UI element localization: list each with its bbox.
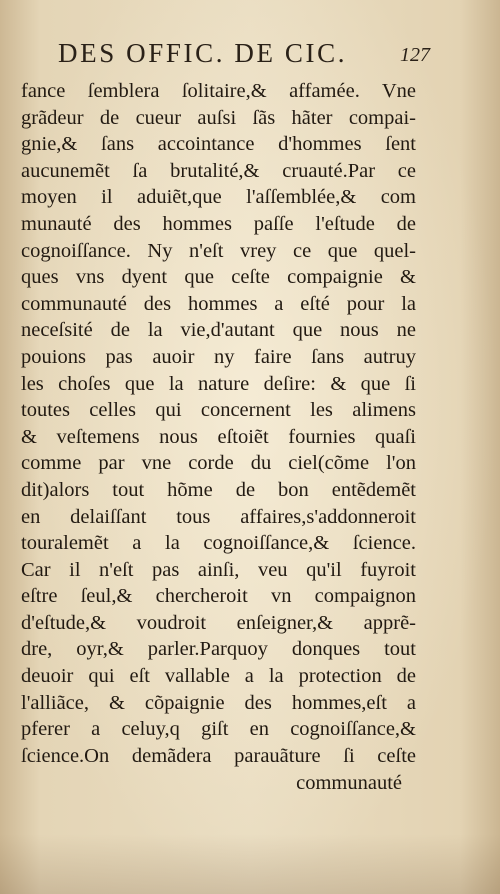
text-line: ſcience.On demãdera parauãture ſi ceſte [21, 744, 416, 767]
text-line: fance ſemblera ſolitaire,& affamée. Vne [21, 80, 416, 102]
text-line: pferer a celuy,q giſt en cognoiſſance,& [21, 718, 416, 741]
text-line: pouions pas auoir ny faire ſans autruy [21, 345, 416, 368]
text-line: deuoir qui eſt vallable a la protection de [21, 665, 416, 688]
text-line: grãdeur de cueur auſsi ſãs hãter compai- [21, 106, 416, 129]
text-line: touralemẽt a la cognoiſſance,& ſcience. [21, 532, 416, 555]
text-line: & veſtemens nous eſtoiẽt fournies quaſi [21, 425, 416, 448]
text-line: l'alliãce, & cõpaignie des hommes,eſt a [21, 691, 416, 714]
text-line: eſtre ſeul,& chercheroit vn compaignon [21, 585, 416, 608]
text-line: moyen il aduiẽt,que l'aſſemblée,& com [21, 186, 416, 209]
text-line: dre, oyr,& parler.Parquoy donques tout [21, 638, 416, 661]
catchword: communauté [296, 772, 402, 794]
page-header [58, 38, 430, 68]
text-line: ques vns dyent que ceſte compaignie & [21, 266, 416, 289]
text-line: dit)alors tout hõme de bon entẽdemẽt [21, 478, 416, 501]
body-text [21, 78, 416, 769]
running-head: DES OFFIC. DE CIC. [58, 38, 348, 68]
text-line: neceſsité de la vie,d'autant que nous ne [21, 319, 416, 342]
text-line: aucunemẽt ſa brutalité,& cruauté.Par ce [21, 159, 416, 182]
text-line: gnie,& ſans accointance d'hommes ſent [21, 133, 416, 156]
text-line: cognoiſſance. Ny n'eſt vrey ce que quel- [21, 239, 416, 262]
page-number: 127 [400, 44, 430, 66]
text-line: communauté des hommes a eſté pour la [21, 292, 416, 315]
text-line: munauté des hommes paſſe l'eſtude de [21, 212, 416, 235]
text-line: Car il n'eſt pas ainſi, veu qu'il fuyroit [21, 558, 416, 581]
text-line: les choſes que la nature deſire: & que ſi [21, 372, 416, 395]
text-line: comme par vne corde du ciel(cõme l'on [21, 452, 416, 475]
text-line: en delaiſſant tous affaires,s'addonneroit [21, 505, 416, 528]
text-line: d'eſtude,& voudroit enſeigner,& apprẽ- [21, 611, 416, 634]
text-line: toutes celles qui concernent les alimens [21, 399, 416, 422]
